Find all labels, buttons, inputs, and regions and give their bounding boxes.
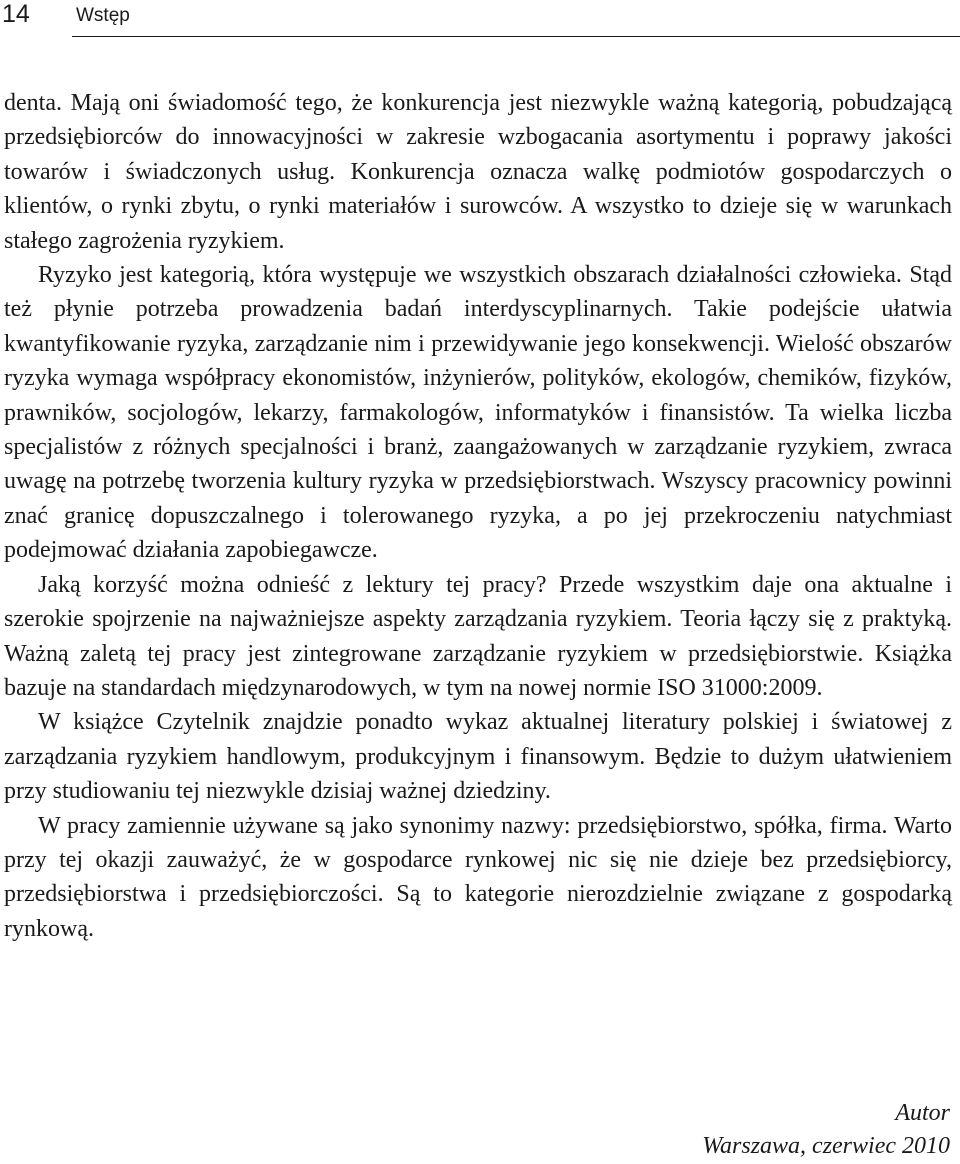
paragraph-terminology: W pracy zamiennie używane są jako synonimy nazwy: przedsiębiorstwo, spółka, firma. Warto przy tej okazji zauważyć, że w gospodarce rynkowej nic się nie dzieje bez przedsiębiorcy, przedsiębiorstwa i przedsiębiorczości. Są to kategorie nierozdzielnie związane z gospodarką rynkową. — [4, 812, 952, 942]
body-text — [4, 86, 952, 946]
paragraph-benefits: Jaką korzyść można odnieść z lektury tej pracy? Przede wszystkim daje ona aktualne i szerokie spojrzenie na najważniejsze aspekty zarządzania ryzykiem. Teoria łączy się z praktyką. Ważną zaletą tej pracy jest zintegrowane zarządzanie ryzykiem w przedsiębiorstwie. Książka bazuje na standardach międzynarodowych, w tym na nowej normie ISO 31000:2009. — [4, 571, 952, 701]
header-rule — [72, 36, 960, 37]
paragraph-risk: Ryzyko jest kategorią, która występuje we wszystkich obszarach działalności człowieka. Stąd też płynie potrzeba prowadzenia badań interdyscyplinarnych. Takie podejście ułatwia kwantyfikowanie ryzyka, zarządzanie nim i przewidywanie jego konsekwencji. Wielość obszarów ryzyka wymaga współpracy ekonomistów, inżynierów, polityków, ekologów, chemików, fizyków, prawników, socjologów, lekarzy, farmakologów, informatyków i finansistów. Ta wielka liczba specjalistów z różnych specjalności i branż, zaangażowanych w zarządzanie ryzykiem, zwraca uwagę na potrzebę tworzenia kultury ryzyka w przedsiębiorstwach. Wszyscy pracownicy powinni znać granicę dopuszczalnego i tolerowanego ryzyka, a po jej przekroczeniu natychmiast podejmować działania zapobiegawcze. — [4, 262, 952, 564]
paragraph-continuation: denta. Mają oni świadomość tego, że konkurencja jest niezwykle ważną kategorią, pobudzającą przedsiębiorców do innowacyjności w zakresie wzbogacania asortymentu i poprawy jakości towarów i świadczonych usług. Konkurencja oznacza walkę podmiotów gospodarczych o klientów, o rynki zbytu, o rynki materiałów i surowców. A wszystko to dzieje się w warunkach stałego zagrożenia ryzykiem. — [4, 90, 952, 254]
paragraph-literature: W książce Czytelnik znajdzie ponadto wykaz aktualnej literatury polskiej i światowej z zarządzania ryzykiem handlowym, produkcyjnym i finansowym. Będzie to dużym ułatwieniem przy studiowaniu tej niezwykle dzisiaj ważnej dziedziny. — [4, 709, 952, 805]
signature-block — [702, 1097, 950, 1163]
page-number: 14 — [2, 0, 30, 28]
signature-author: Autor — [895, 1100, 950, 1126]
chapter-title: Wstęp — [76, 5, 130, 26]
signature-place-date: Warszawa, czerwiec 2010 — [702, 1133, 950, 1159]
page-header — [0, 0, 960, 38]
